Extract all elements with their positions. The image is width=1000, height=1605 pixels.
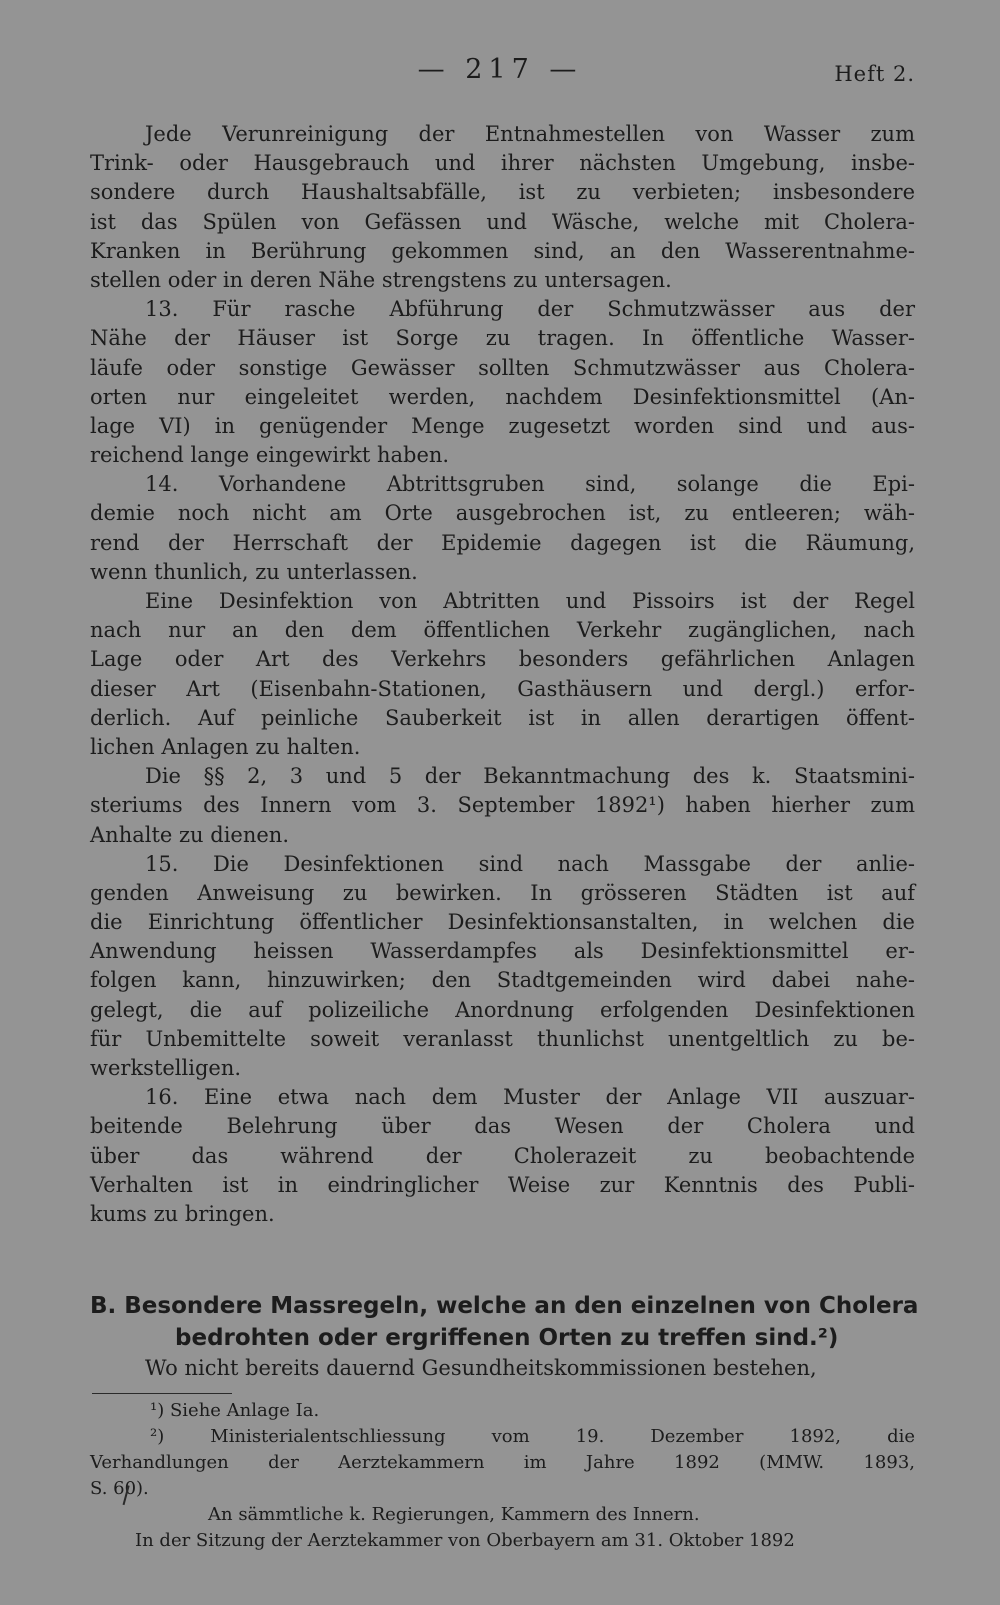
section-body [90, 1354, 915, 1383]
body-line: Wo nicht bereits dauernd Gesundheitskommissionen bestehen, [145, 1356, 817, 1380]
body-line: steriums des Innern vom 3. September 1892¹) haben hierher zum [90, 793, 915, 818]
footnote-line: ²) Ministerialentschliessung vom 19. Dezember 1892, die [150, 1426, 915, 1447]
body-line: sondere durch Haushaltsabfälle, ist zu verbieten; insbesondere [90, 180, 915, 205]
body-line: 13. Für rasche Abführung der Schmutzwässer aus der [145, 297, 915, 322]
body-line: werkstelligen. [90, 1056, 242, 1080]
body-line: genden Anweisung zu bewirken. In grösseren Städten ist auf [90, 880, 915, 905]
footnote-line: Verhandlungen der Aerztekammern im Jahre 1892 (MMW. 1893, [90, 1452, 915, 1473]
body-line: gelegt, die auf polizeiliche Anordnung erfolgenden Desinfektionen [90, 997, 915, 1022]
body-line: lichen Anlagen zu halten. [90, 734, 361, 759]
body-line: kums zu bringen. [90, 1201, 275, 1226]
body-line: rend der Herrschaft der Epidemie dagegen ist die Räumung, [90, 530, 915, 555]
body-line: Eine Desinfektion von Abtritten und Pissoirs ist der Regel [145, 589, 915, 613]
footnotes [90, 1398, 915, 1554]
body-line: derlich. Auf peinliche Sauberkeit ist in allen derartigen öffent- [90, 705, 915, 730]
body-line: folgen kann, hinzuwirken; den Stadtgemeinden wird dabei nahe- [90, 968, 915, 993]
section-heading-line: B. Besondere Massregeln, welche an den einzelnen von Cholera [90, 1293, 919, 1319]
body-line: Lage oder Art des Verkehrs besonders gefährlichen Anlagen [90, 647, 915, 672]
body-line: über das während der Cholerazeit zu beobachtende [90, 1143, 915, 1168]
body-line: die Einrichtung öffentlicher Desinfektionsanstalten, in welchen die [90, 910, 915, 935]
body-text [90, 120, 915, 1229]
section-heading [90, 1290, 919, 1354]
section-heading-line: bedrohten oder ergriffenen Orten zu treffen sind.²) [175, 1325, 839, 1351]
body-line: läufe oder sonstige Gewässer sollten Schmutzwässer aus Cholera- [90, 355, 915, 380]
body-line: stellen oder in deren Nähe strengstens zu untersagen. [90, 267, 672, 292]
body-line: beitende Belehrung über das Wesen der Cholera und [90, 1114, 915, 1139]
body-line: für Unbemittelte soweit veranlasst thunlichst unentgeltlich zu be- [90, 1026, 915, 1051]
body-line: orten nur eingeleitet werden, nachdem Desinfektionsmittel (An- [90, 384, 915, 409]
body-line: Nähe der Häuser ist Sorge zu tragen. In öffentliche Wasser- [90, 326, 915, 351]
footnote-divider [92, 1393, 232, 1394]
body-line: 16. Eine etwa nach dem Muster der Anlage VII auszuar- [145, 1085, 915, 1110]
footnote-line: In der Sitzung der Aerztekammer von Oberbayern am 31. Oktober 1892 [135, 1530, 795, 1551]
page-number: — 217 — [417, 54, 583, 85]
footnote-line: S. 60). [90, 1478, 149, 1499]
body-line: Die §§ 2, 3 und 5 der Bekanntmachung des k. Staatsmini- [145, 764, 915, 789]
body-line: 15. Die Desinfektionen sind nach Massgabe der anlie- [145, 851, 915, 876]
footnote-line: ¹) Siehe Anlage Ia. [150, 1400, 320, 1421]
issue-label: Heft 2. [834, 62, 915, 86]
body-line: dieser Art (Eisenbahn-Stationen, Gasthäusern und dergl.) erfor- [90, 676, 915, 701]
body-line: Anwendung heissen Wasserdampfes als Desinfektionsmittel er- [90, 939, 915, 964]
body-line: Kranken in Berührung gekommen sind, an den Wasserentnahme- [90, 238, 915, 263]
body-line: Jede Verunreinigung der Entnahmestellen von Wasser zum [145, 122, 915, 146]
body-line: Verhalten ist in eindringlicher Weise zur Kenntnis des Publi- [90, 1172, 915, 1197]
body-line: nach nur an den dem öffentlichen Verkehr zugänglichen, nach [90, 618, 915, 643]
body-line: reichend lange eingewirkt haben. [90, 443, 450, 468]
body-line: lage VI) in genügender Menge zugesetzt worden sind und aus- [90, 413, 915, 438]
body-line: Trink- oder Hausgebrauch und ihrer nächsten Umgebung, insbe- [90, 151, 915, 176]
body-line: 14. Vorhandene Abtrittsgruben sind, solange die Epi- [145, 472, 915, 497]
body-line: demie noch nicht am Orte ausgebrochen ist, zu entleeren; wäh- [90, 501, 915, 526]
body-line: wenn thunlich, zu unterlassen. [90, 559, 418, 584]
footnote-line: An sämmtliche k. Regierungen, Kammern des Innern. [208, 1504, 700, 1525]
body-line: Anhalte zu dienen. [90, 822, 289, 847]
body-line: ist das Spülen von Gefässen und Wäsche, welche mit Cholera- [90, 209, 915, 234]
